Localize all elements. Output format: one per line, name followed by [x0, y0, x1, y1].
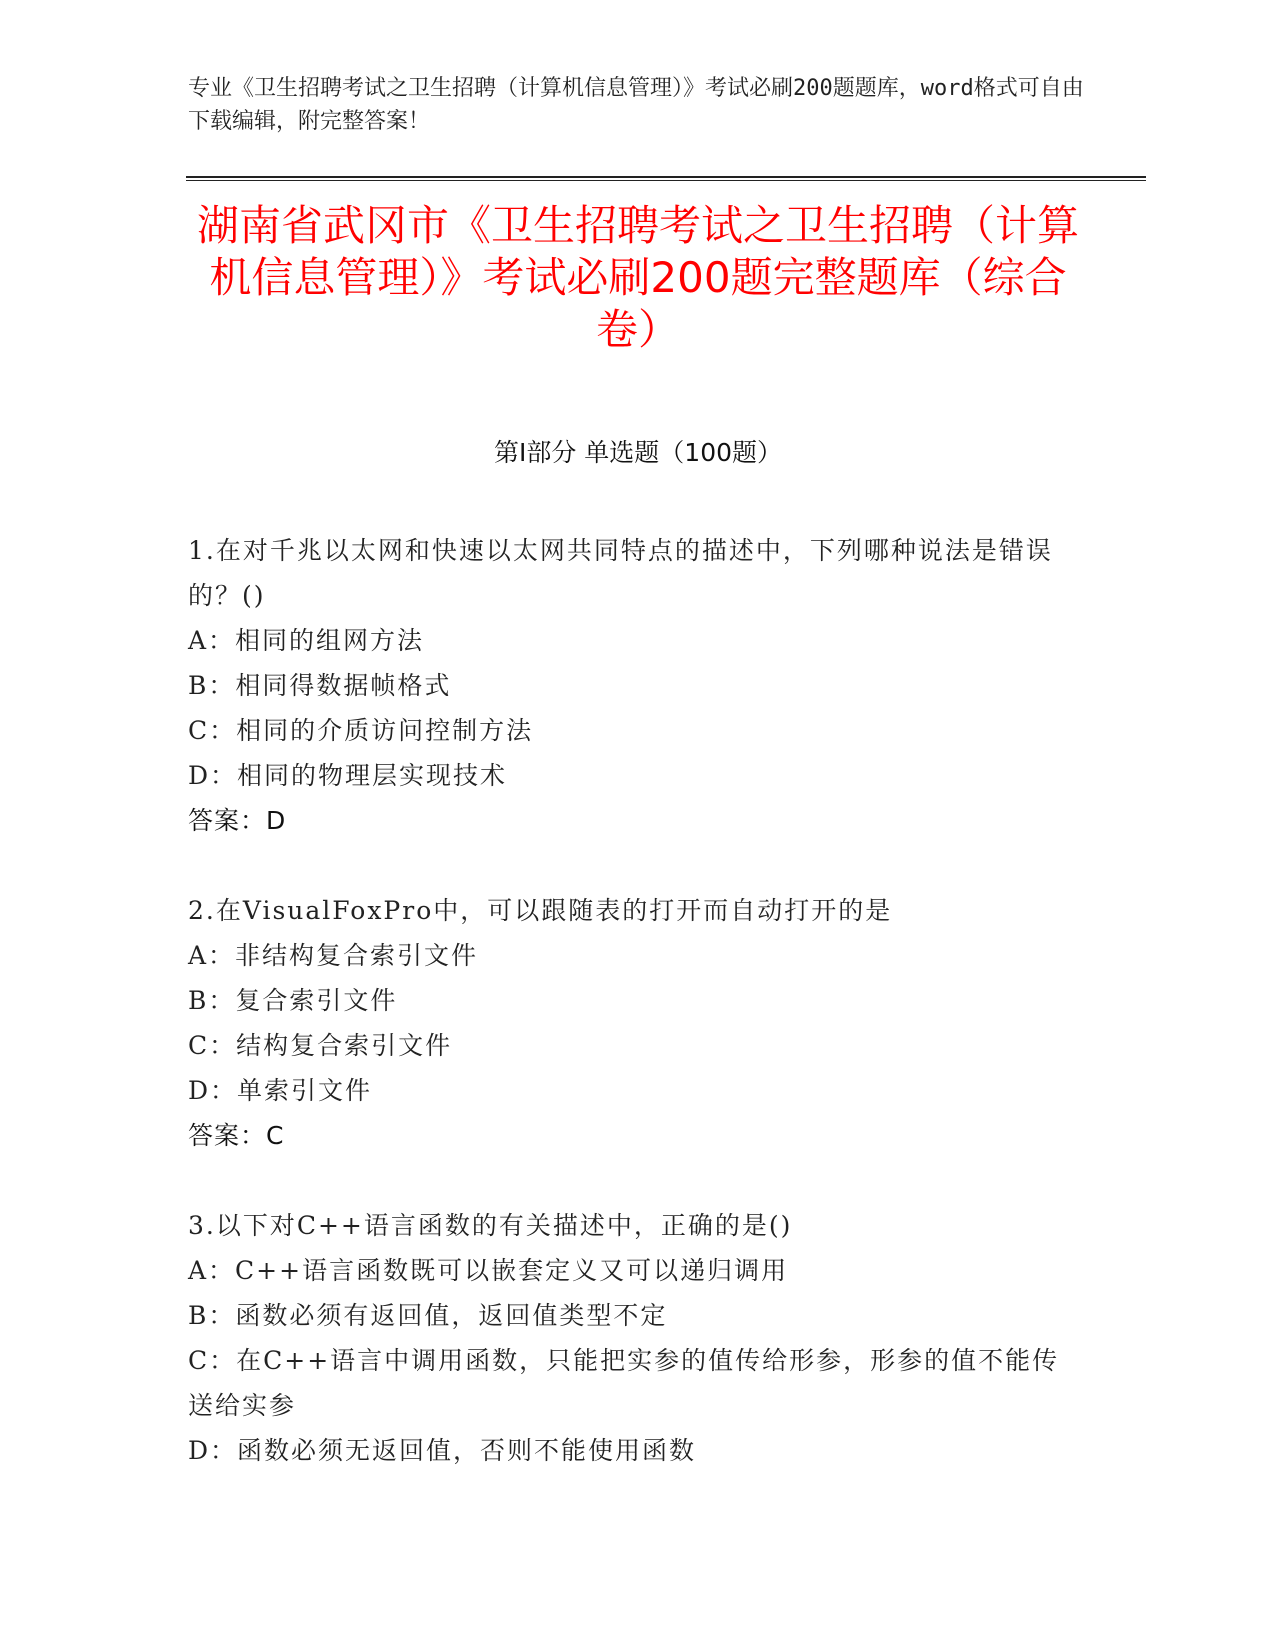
question-text: 2.在VisualFoxPro中，可以跟随表的打开而自动打开的是 — [188, 896, 893, 925]
answer-label: 答案：C — [188, 1121, 285, 1150]
question-2 — [188, 888, 1068, 1158]
option-a: A：C++语言函数既可以嵌套定义又可以递归调用 — [188, 1256, 789, 1285]
option-b: B：函数必须有返回值，返回值类型不定 — [188, 1301, 668, 1330]
option-d: D：单索引文件 — [188, 1076, 373, 1105]
option-a: A：非结构复合索引文件 — [188, 941, 479, 970]
question-text: 3.以下对C++语言函数的有关描述中，正确的是() — [188, 1211, 793, 1240]
option-c: C：在C++语言中调用函数，只能把实参的值传给形参，形参的值不能传送给实参 — [188, 1346, 1060, 1420]
question-text: 1.在对千兆以太网和快速以太网共同特点的描述中，下列哪种说法是错误的？() — [188, 536, 1053, 610]
option-a: A：相同的组网方法 — [188, 626, 425, 655]
header-divider — [186, 176, 1146, 181]
section-heading: 第Ⅰ部分 单选题（100题） — [493, 438, 783, 467]
question-list — [188, 528, 1068, 1518]
option-d: D：相同的物理层实现技术 — [188, 761, 508, 790]
header-note: 专业《卫生招聘考试之卫生招聘（计算机信息管理）》考试必刷200题题库，word格式可自由下载编辑，附完整答案！ — [188, 76, 1084, 134]
option-d: D：函数必须无返回值，否则不能使用函数 — [188, 1436, 697, 1465]
question-3 — [188, 1203, 1068, 1473]
option-c: C：结构复合索引文件 — [188, 1031, 453, 1060]
option-b: B：相同得数据帧格式 — [188, 671, 452, 700]
option-b: B：复合索引文件 — [188, 986, 398, 1015]
answer-label: 答案：D — [188, 806, 287, 835]
question-1 — [188, 528, 1068, 843]
document-title: 湖南省武冈市《卫生招聘考试之卫生招聘（计算机信息管理）》考试必刷200题完整题库（综合卷） — [196, 201, 1079, 354]
option-c: C：相同的介质访问控制方法 — [188, 716, 534, 745]
